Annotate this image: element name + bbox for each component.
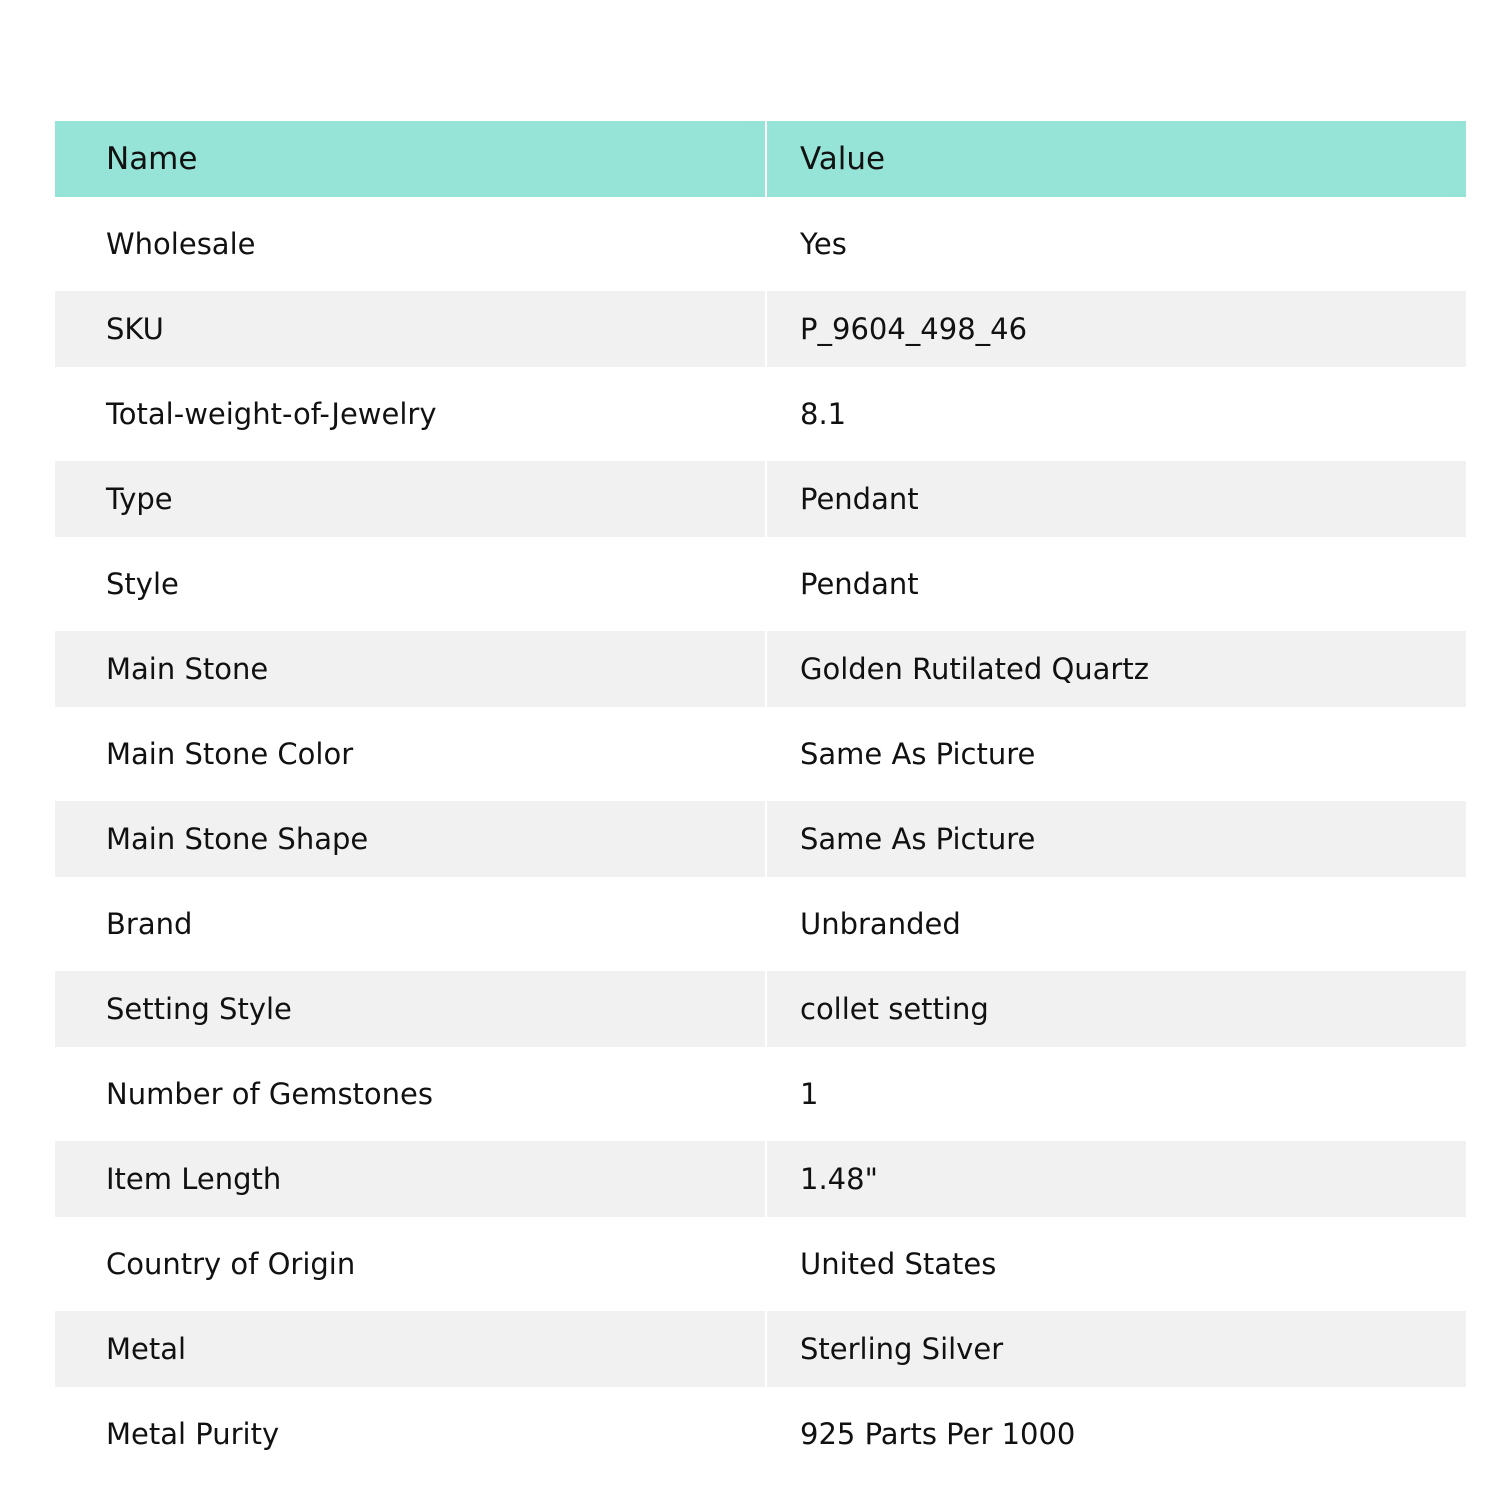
table-row [55, 291, 1466, 367]
table-row [55, 461, 1466, 537]
row-name: SKU [55, 291, 766, 367]
row-value: 8.1 [800, 397, 847, 431]
table-row [55, 1311, 1466, 1387]
header-row [55, 121, 1466, 197]
table-row [55, 1141, 1466, 1217]
row-name: Type [55, 461, 766, 537]
row-name: Wholesale [55, 197, 766, 291]
table-row [55, 707, 1466, 801]
product-specs-table [55, 121, 1466, 1481]
row-value: Unbranded [800, 907, 961, 941]
row-value: Sterling Silver [766, 1311, 1466, 1387]
row-name: Metal Purity [55, 1387, 766, 1481]
row-value: P_9604_498_46 [766, 291, 1466, 367]
table-row [55, 877, 1466, 971]
row-value: Pendant [800, 567, 919, 601]
table-row [55, 197, 1466, 291]
row-name: Main Stone [55, 631, 766, 707]
row-value: 1 [800, 1077, 819, 1111]
table-row [55, 1047, 1466, 1141]
row-name: Item Length [55, 1141, 766, 1217]
table-row [55, 1387, 1466, 1481]
row-value: Golden Rutilated Quartz [766, 631, 1466, 707]
table-header [55, 121, 1466, 197]
row-name: Total-weight-of-Jewelry [55, 367, 766, 461]
table-row [55, 631, 1466, 707]
table-row [55, 537, 1466, 631]
row-value: Pendant [766, 461, 1466, 537]
row-name: Setting Style [55, 971, 766, 1047]
table-row [55, 801, 1466, 877]
row-name: Main Stone Color [55, 707, 766, 801]
row-name: Metal [55, 1311, 766, 1387]
table-row [55, 367, 1466, 461]
row-name: Main Stone Shape [55, 801, 766, 877]
table-row [55, 1217, 1466, 1311]
row-value: United States [800, 1247, 997, 1281]
row-value: Same As Picture [766, 801, 1466, 877]
table-row [55, 971, 1466, 1047]
row-name: Number of Gemstones [55, 1047, 766, 1141]
row-value: 925 Parts Per 1000 [800, 1417, 1076, 1451]
row-name: Style [55, 537, 766, 631]
row-name: Brand [55, 877, 766, 971]
header-value: Value [766, 121, 1466, 197]
row-value: Yes [800, 227, 847, 261]
table-body [55, 197, 1466, 1481]
row-value: collet setting [766, 971, 1466, 1047]
row-name: Country of Origin [55, 1217, 766, 1311]
row-value: 1.48" [766, 1141, 1466, 1217]
header-name: Name [55, 121, 766, 197]
row-value: Same As Picture [800, 737, 1036, 771]
